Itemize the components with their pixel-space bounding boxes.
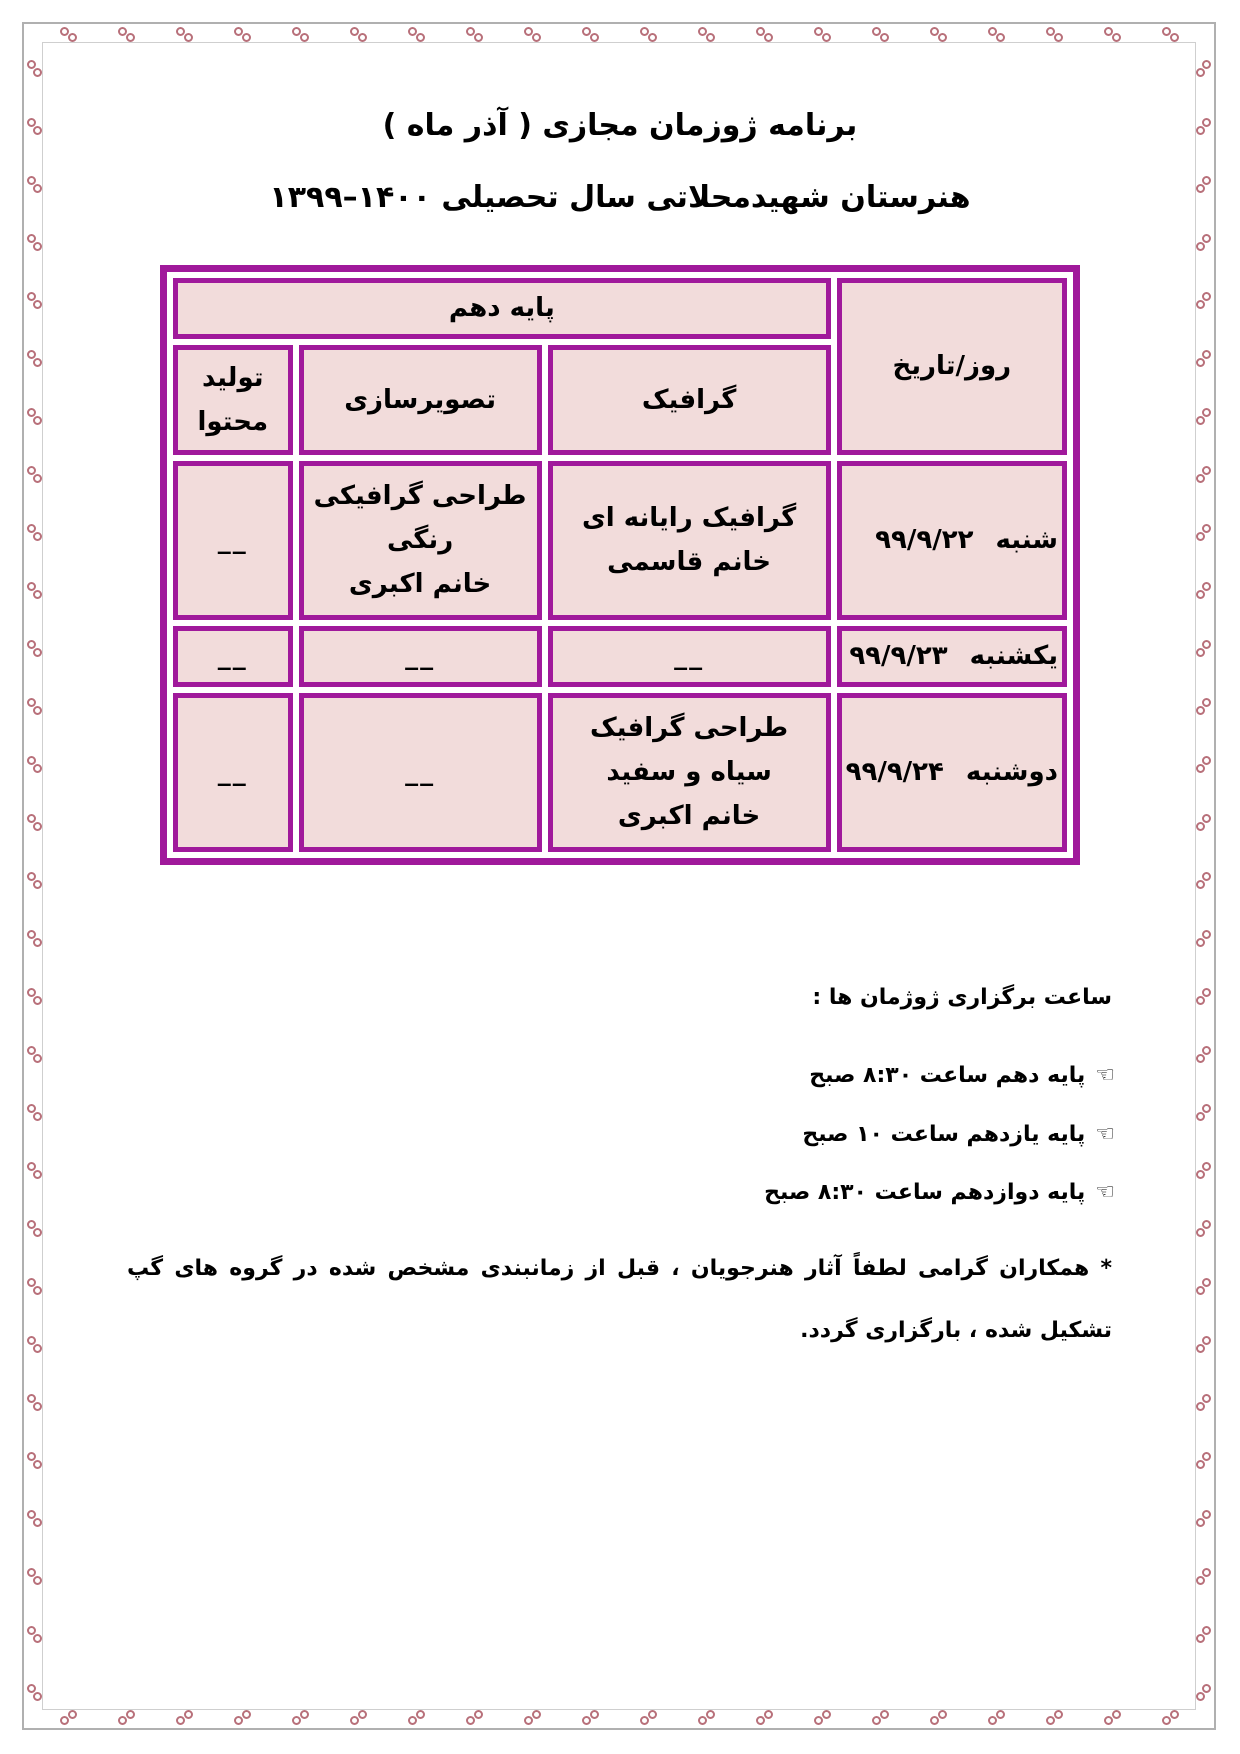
border-ornament xyxy=(126,1710,135,1719)
page-subtitle: هنرستان شهیدمحلاتی سال تحصیلی ۱۴۰۰–۱۳۹۹ xyxy=(269,180,971,215)
bullet-item xyxy=(764,1180,1115,1205)
border-ornament xyxy=(416,1710,425,1719)
column-header-graphic: گرافیک xyxy=(548,345,831,455)
border-ornament xyxy=(532,1710,541,1719)
empty-cell: __ xyxy=(299,693,542,852)
border-ornament xyxy=(176,1716,185,1725)
border-ornament xyxy=(1202,1452,1211,1461)
pointing-hand-icon: ☜ xyxy=(1095,1063,1115,1088)
border-ornament xyxy=(1054,33,1063,42)
border-ornament xyxy=(234,1716,243,1725)
border-ornament xyxy=(1196,358,1205,367)
border-ornament xyxy=(764,33,773,42)
border-ornament xyxy=(33,68,42,77)
border-ornament xyxy=(698,1716,707,1725)
page-title: برنامه ژوزمان مجازی ( آذر ماه ) xyxy=(382,108,858,143)
border-ornament xyxy=(33,590,42,599)
border-ornament xyxy=(1196,648,1205,657)
border-ornament xyxy=(68,1710,77,1719)
border-ornament xyxy=(33,1576,42,1585)
course-name: گرافیک رایانه ای xyxy=(581,503,797,534)
pointing-hand-icon: ☜ xyxy=(1095,1122,1115,1147)
border-ornament xyxy=(33,416,42,425)
border-ornament xyxy=(1196,764,1205,773)
schedule-table xyxy=(160,265,1080,865)
day-date: ۹۹/۹/۲۲ xyxy=(875,525,974,556)
border-ornament xyxy=(292,1716,301,1725)
border-ornament xyxy=(33,1518,42,1527)
border-ornament xyxy=(33,764,42,773)
border-ornament xyxy=(242,1710,251,1719)
day-name: دوشنبه xyxy=(965,757,1058,788)
teacher-name: خانم اکبری xyxy=(617,801,761,832)
border-ornament xyxy=(648,33,657,42)
border-ornament xyxy=(1202,1684,1211,1693)
border-ornament xyxy=(1112,1710,1121,1719)
border-ornament xyxy=(1196,822,1205,831)
empty-cell: __ xyxy=(173,626,293,687)
border-ornament xyxy=(582,1716,591,1725)
border-ornament xyxy=(1170,33,1179,42)
border-ornament xyxy=(1196,532,1205,541)
border-ornament xyxy=(1202,1510,1211,1519)
border-ornament xyxy=(242,33,251,42)
border-ornament xyxy=(1202,1568,1211,1577)
border-ornament xyxy=(1196,300,1205,309)
border-ornament xyxy=(33,532,42,541)
border-ornament xyxy=(1196,1112,1205,1121)
border-ornament xyxy=(1202,524,1211,533)
bullet-text: پایه یازدهم ساعت ۱۰ صبح xyxy=(802,1122,1086,1147)
border-ornament xyxy=(358,33,367,42)
border-ornament xyxy=(1196,1054,1205,1063)
border-ornament xyxy=(33,822,42,831)
border-ornament xyxy=(930,1716,939,1725)
border-ornament xyxy=(756,1716,765,1725)
border-ornament xyxy=(408,1716,417,1725)
border-ornament xyxy=(1196,416,1205,425)
day-cell xyxy=(837,461,1067,620)
border-ornament xyxy=(1202,60,1211,69)
border-ornament xyxy=(1196,242,1205,251)
border-ornament xyxy=(1202,872,1211,881)
border-ornament xyxy=(1196,938,1205,947)
empty-cell: __ xyxy=(548,626,831,687)
day-date: ۹۹/۹/۲۴ xyxy=(845,757,944,788)
border-ornament xyxy=(33,1402,42,1411)
table-row xyxy=(173,461,1067,620)
border-ornament xyxy=(1196,706,1205,715)
border-ornament xyxy=(33,242,42,251)
border-ornament xyxy=(648,1710,657,1719)
border-ornament xyxy=(33,996,42,1005)
bullet-text: پایه دوازدهم ساعت ۸:۳۰ صبح xyxy=(764,1180,1086,1205)
border-ornament xyxy=(118,1716,127,1725)
schedule-cell xyxy=(299,461,542,620)
border-ornament xyxy=(1196,1402,1205,1411)
border-ornament xyxy=(1162,1716,1171,1725)
border-ornament xyxy=(938,1710,947,1719)
border-ornament xyxy=(1202,350,1211,359)
border-ornament xyxy=(706,1710,715,1719)
border-ornament xyxy=(33,1112,42,1121)
schedule-cell xyxy=(548,461,831,620)
border-ornament xyxy=(33,1170,42,1179)
border-ornament xyxy=(872,1716,881,1725)
border-ornament xyxy=(33,300,42,309)
day-name: شنبه xyxy=(995,525,1058,556)
notes-heading: ساعت برگزاری ژوژمان ها : xyxy=(812,985,1112,1010)
day-cell xyxy=(837,693,1067,852)
border-ornament xyxy=(1202,234,1211,243)
table-row xyxy=(173,693,1067,852)
border-ornament xyxy=(300,33,309,42)
border-ornament xyxy=(1046,1716,1055,1725)
border-ornament xyxy=(33,706,42,715)
border-ornament xyxy=(1202,408,1211,417)
border-ornament xyxy=(1202,1394,1211,1403)
border-ornament xyxy=(1196,1518,1205,1527)
border-ornament xyxy=(1202,466,1211,475)
course-name: طراحی گرافیکی رنگی xyxy=(313,481,527,556)
corner-header-cell: روز/تاریخ xyxy=(837,278,1067,455)
empty-cell: __ xyxy=(173,461,293,620)
border-ornament xyxy=(1202,292,1211,301)
border-ornament xyxy=(938,33,947,42)
schedule-cell xyxy=(548,693,831,852)
border-ornament xyxy=(33,358,42,367)
column-header-content: تولید محتوا xyxy=(173,345,293,455)
border-ornament xyxy=(1170,1710,1179,1719)
border-ornament xyxy=(814,1716,823,1725)
border-ornament xyxy=(1202,1046,1211,1055)
table-header-row xyxy=(173,278,1067,339)
border-ornament xyxy=(33,1634,42,1643)
border-ornament xyxy=(33,474,42,483)
teacher-name: خانم قاسمی xyxy=(607,547,771,578)
border-ornament xyxy=(33,938,42,947)
border-ornament xyxy=(1196,1460,1205,1469)
border-ornament xyxy=(184,33,193,42)
course-name: طراحی گرافیک سیاه و سفید xyxy=(590,713,789,788)
border-ornament xyxy=(532,33,541,42)
empty-cell: __ xyxy=(173,693,293,852)
empty-cell: __ xyxy=(299,626,542,687)
border-ornament xyxy=(358,1710,367,1719)
border-ornament xyxy=(1202,756,1211,765)
border-ornament xyxy=(590,33,599,42)
border-ornament xyxy=(68,33,77,42)
border-ornament xyxy=(1196,1576,1205,1585)
border-ornament xyxy=(350,1716,359,1725)
border-ornament xyxy=(466,1716,475,1725)
border-ornament xyxy=(1196,590,1205,599)
border-ornament xyxy=(822,33,831,42)
bullet-item xyxy=(809,1063,1115,1088)
border-ornament xyxy=(880,33,889,42)
border-ornament xyxy=(880,1710,889,1719)
border-ornament xyxy=(1196,1634,1205,1643)
border-ornament xyxy=(60,1716,69,1725)
border-ornament xyxy=(590,1710,599,1719)
border-ornament xyxy=(1054,1710,1063,1719)
group-header-cell: پایه دهم xyxy=(173,278,831,339)
border-ornament xyxy=(474,1710,483,1719)
footnote: * همکاران گرامی لطفاً آثار هنرجویان ، قبل از زمانبندی مشخص شده در گروه های گپ تشکیل شده ، بارگزاری گردد. xyxy=(127,1256,1112,1343)
border-ornament xyxy=(1196,996,1205,1005)
day-name: یکشنبه xyxy=(969,641,1058,672)
border-ornament xyxy=(764,1710,773,1719)
border-ornament xyxy=(1112,33,1121,42)
border-ornament xyxy=(1202,582,1211,591)
border-ornament xyxy=(1202,1220,1211,1229)
border-ornament xyxy=(1196,474,1205,483)
table-row xyxy=(173,626,1067,687)
day-date: ۹۹/۹/۲۳ xyxy=(849,641,948,672)
border-ornament xyxy=(706,33,715,42)
border-ornament xyxy=(1202,1626,1211,1635)
border-ornament xyxy=(1104,1716,1113,1725)
bullet-text: پایه دهم ساعت ۸:۳۰ صبح xyxy=(809,1063,1086,1088)
border-ornament xyxy=(1196,880,1205,889)
pointing-hand-icon: ☜ xyxy=(1095,1180,1115,1205)
border-ornament xyxy=(33,880,42,889)
border-ornament xyxy=(988,1716,997,1725)
border-ornament xyxy=(184,1710,193,1719)
day-cell xyxy=(837,626,1067,687)
border-ornament xyxy=(1202,1336,1211,1345)
border-ornament xyxy=(1196,1286,1205,1295)
teacher-name: خانم اکبری xyxy=(348,569,492,600)
border-ornament xyxy=(1202,698,1211,707)
border-ornament xyxy=(524,1716,533,1725)
border-ornament xyxy=(822,1710,831,1719)
border-ornament xyxy=(1202,640,1211,649)
border-ornament xyxy=(1202,1162,1211,1171)
border-ornament xyxy=(126,33,135,42)
border-ornament xyxy=(1196,1228,1205,1237)
border-ornament xyxy=(33,1228,42,1237)
border-ornament xyxy=(1202,930,1211,939)
border-ornament xyxy=(996,33,1005,42)
border-ornament xyxy=(1196,1344,1205,1353)
border-ornament xyxy=(1202,1104,1211,1113)
column-header-illustration: تصویرسازی xyxy=(299,345,542,455)
border-ornament xyxy=(416,33,425,42)
border-ornament xyxy=(33,1054,42,1063)
border-ornament xyxy=(33,648,42,657)
border-ornament xyxy=(33,1344,42,1353)
bullet-item xyxy=(802,1122,1115,1147)
border-ornament xyxy=(1196,68,1205,77)
border-ornament xyxy=(300,1710,309,1719)
border-ornament xyxy=(1196,1692,1205,1701)
border-ornament xyxy=(1196,1170,1205,1179)
border-ornament xyxy=(33,1286,42,1295)
border-ornament xyxy=(1202,1278,1211,1287)
border-ornament xyxy=(1202,988,1211,997)
border-ornament xyxy=(640,1716,649,1725)
border-ornament xyxy=(33,1692,42,1701)
border-ornament xyxy=(1202,814,1211,823)
border-ornament xyxy=(996,1710,1005,1719)
border-ornament xyxy=(474,33,483,42)
border-ornament xyxy=(33,1460,42,1469)
